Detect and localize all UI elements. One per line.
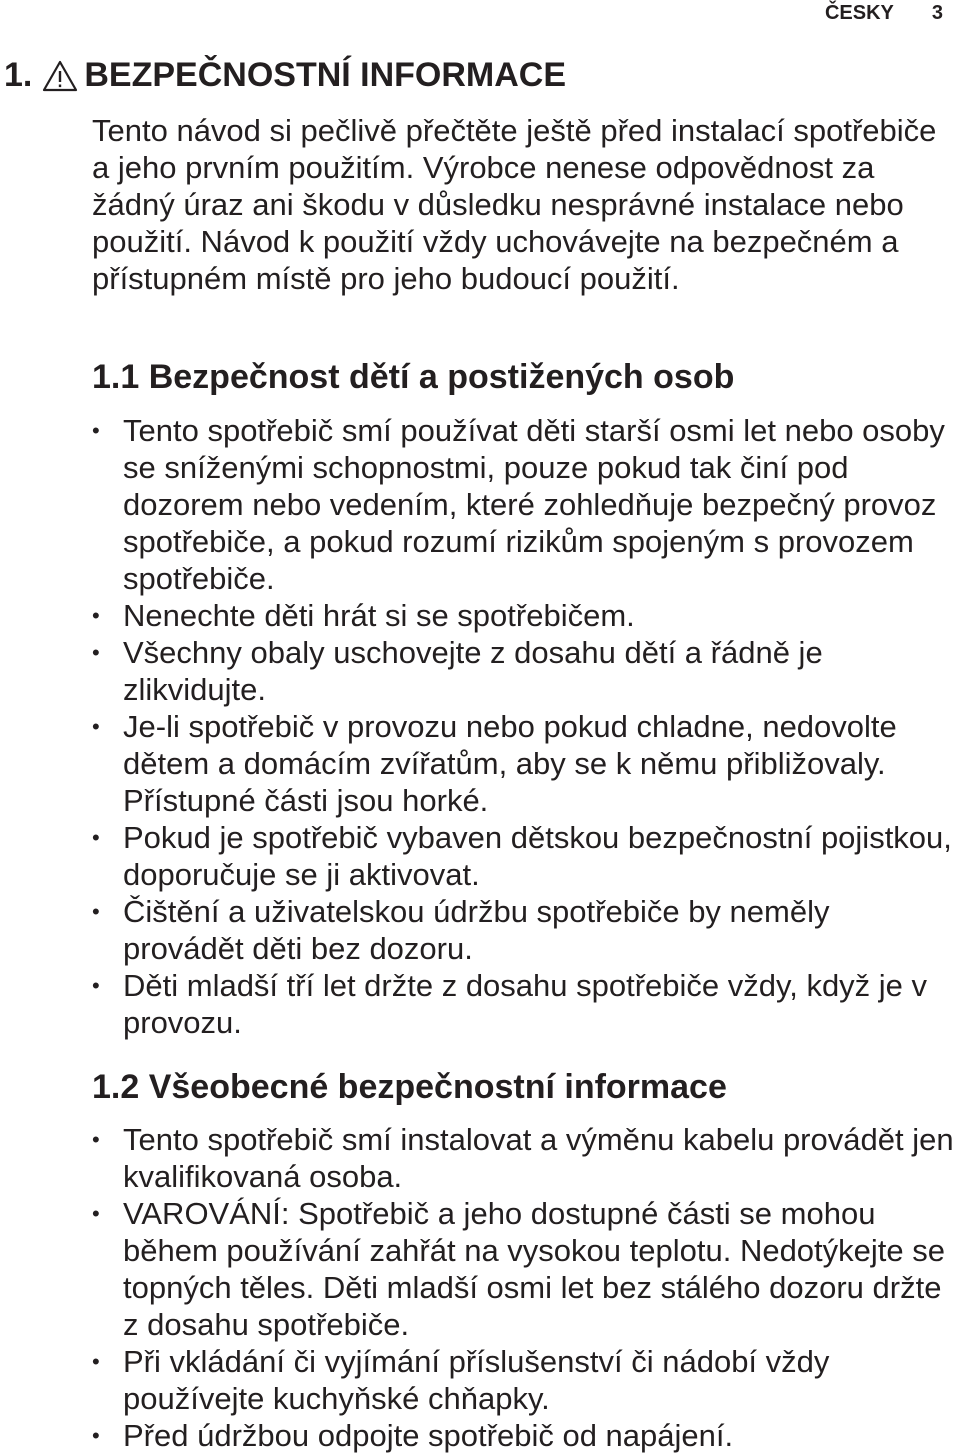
- bullet-icon: •: [92, 714, 100, 739]
- bullet-icon: •: [92, 603, 100, 628]
- list-item: • VAROVÁNÍ: Spotřebič a jeho dostupné části se mohou během používání zahřát na vysokou teplotu. Nedotýkejte se topných těles. Děti mladší osmi let bez stálého dozoru držte z dosahu spotřebiče.: [92, 1196, 945, 1342]
- bullet-icon: •: [92, 640, 100, 665]
- page-number: 3: [931, 2, 943, 24]
- list-item: • Při vkládání či vyjímání příslušenství či nádobí vždy používejte kuchyňské chňapky.: [92, 1344, 830, 1416]
- language-label: ČESKY: [824, 2, 894, 24]
- list-item: • Před údržbou odpojte spotřebič od napájení.: [92, 1418, 734, 1453]
- bullet-icon: •: [92, 418, 100, 443]
- list-item: • Pokud je spotřebič vybaven dětskou bezpečnostní pojistkou, doporučuje se ji aktivovat.: [92, 820, 952, 892]
- page-header: [825, 2, 943, 25]
- list-item: • Tento spotřebič smí používat děti starší osmi let nebo osoby se sníženými schopnostmi, pouze pokud tak činí pod dozorem nebo vedením, které zohledňuje bezpečný provoz spotřebiče, a pokud rozumí rizikům spojeným s provozem spotřebiče.: [92, 413, 945, 596]
- section-heading-general-safety: 1.2 Všeobecné bezpečnostní informace: [92, 1068, 727, 1106]
- list-item: • Tento spotřebič smí instalovat a výměnu kabelu provádět jen kvalifikovaná osoba.: [92, 1122, 954, 1194]
- chapter-number: 1.: [4, 56, 33, 94]
- chapter-heading: BEZPEČNOSTNÍ INFORMACE: [84, 56, 567, 94]
- list-item: • Čištění a uživatelskou údržbu spotřebiče by neměly provádět děti bez dozoru.: [92, 894, 830, 966]
- bullet-icon: •: [92, 825, 100, 850]
- section-heading-child-safety: 1.1 Bezpečnost dětí a postižených osob: [92, 358, 735, 396]
- child-safety-list: [92, 412, 958, 1041]
- bullet-icon: •: [92, 1201, 100, 1226]
- list-item: • Nenechte děti hrát si se spotřebičem.: [92, 598, 635, 633]
- list-item: • Je-li spotřebič v provozu nebo pokud chladne, nedovolte dětem a domácím zvířatům, aby se k němu přibližovaly. Přístupné části jsou horké.: [92, 709, 897, 818]
- chapter-title: [4, 56, 566, 95]
- bullet-icon: •: [92, 1127, 100, 1152]
- list-item: • Všechny obaly uschovejte z dosahu dětí a řádně je zlikvidujte.: [92, 635, 823, 707]
- bullet-icon: •: [92, 899, 100, 924]
- bullet-icon: •: [92, 1423, 100, 1448]
- bullet-icon: •: [92, 973, 100, 998]
- bullet-icon: •: [92, 1349, 100, 1374]
- intro-paragraph: Tento návod si pečlivě přečtěte ještě před instalací spotřebiče a jeho prvním použitím. Výrobce nenese odpovědnost za žádný úraz ani škodu v důsledku nesprávné instalace nebo použití. Návod k použití vždy uchovávejte na bezpečném a přístupném místě pro jeho budoucí použití.: [92, 113, 937, 296]
- general-safety-list: [92, 1121, 958, 1454]
- list-item: • Děti mladší tří let držte z dosahu spotřebiče vždy, když je v provozu.: [92, 968, 928, 1040]
- warning-triangle-icon: [42, 60, 78, 92]
